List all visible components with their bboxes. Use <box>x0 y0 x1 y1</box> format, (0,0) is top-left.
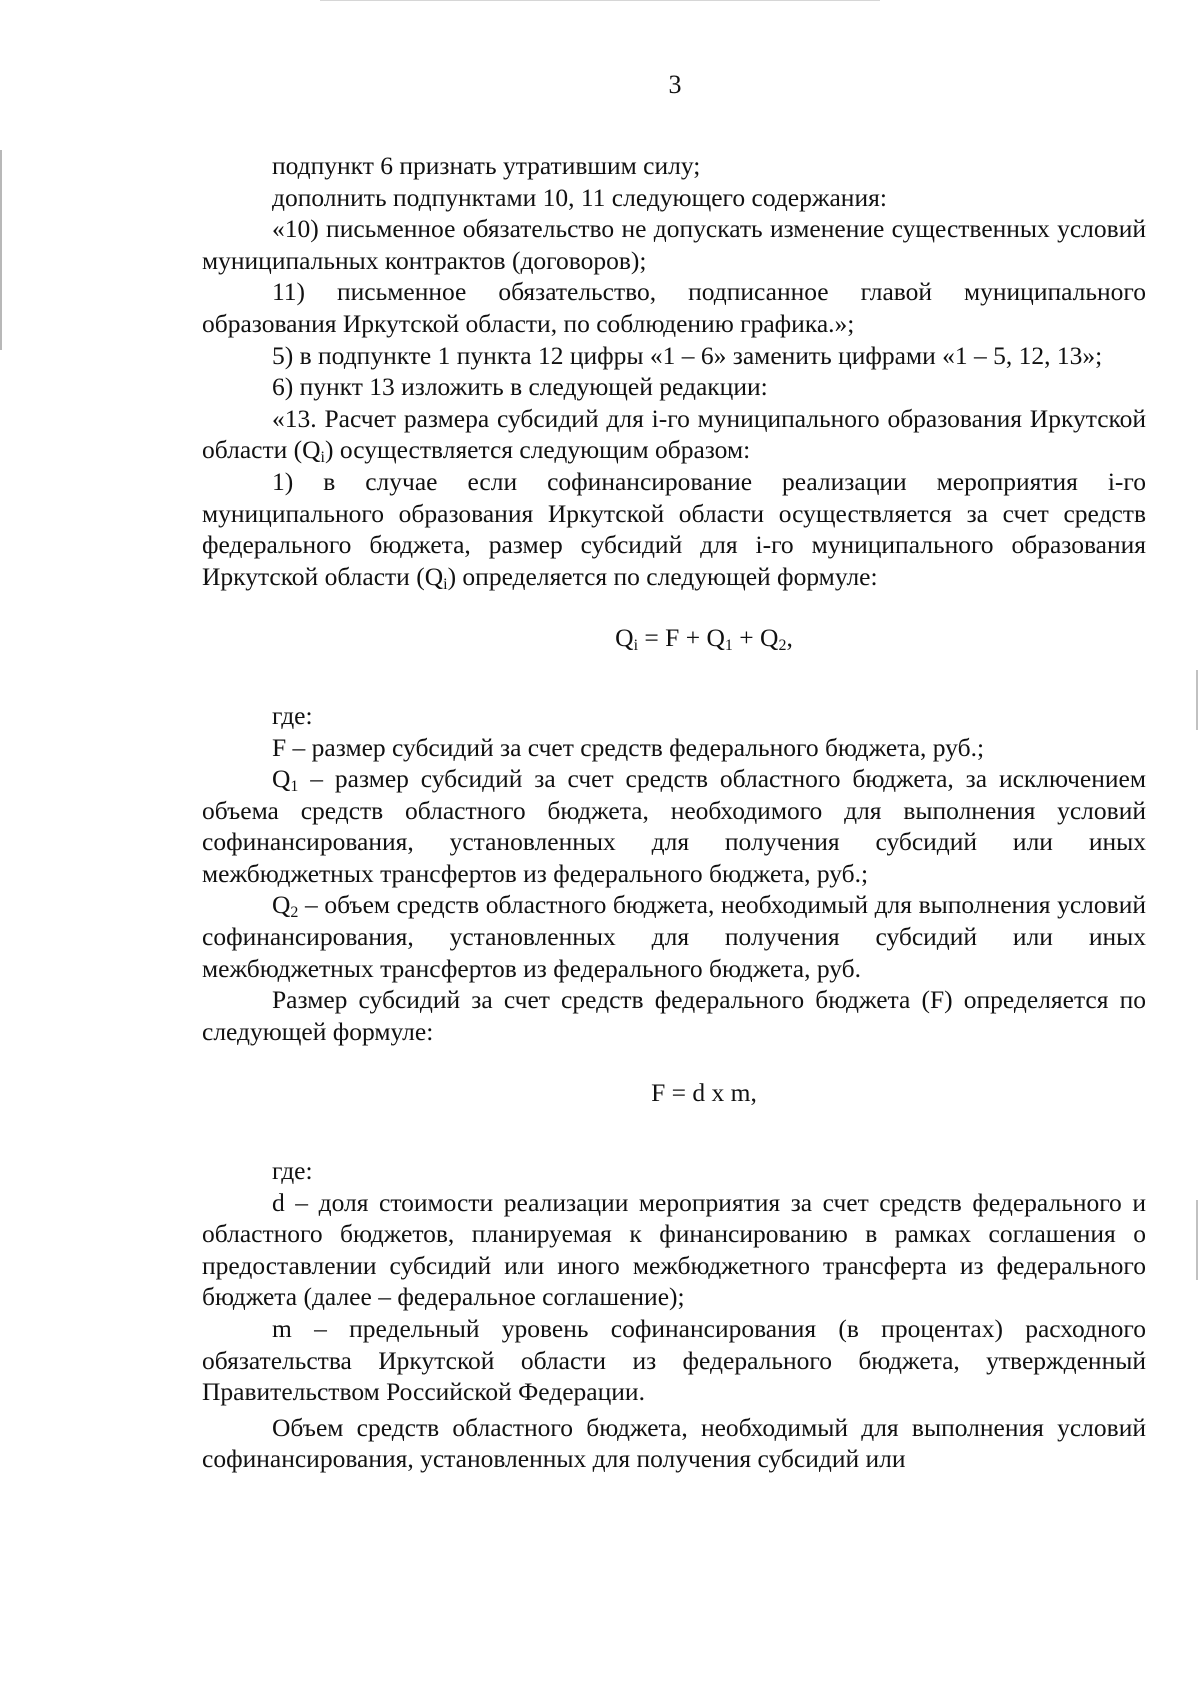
paragraph: где: <box>272 700 313 730</box>
paragraph <box>202 763 1146 889</box>
symbol: Q <box>272 890 291 920</box>
paragraph <box>202 889 1146 984</box>
subscript: 1 <box>290 778 299 796</box>
text-run: 1) в случае если софинансирование реализации мероприятия i-го муниципального образования Иркутской области осуществляется за счет средств федерального бюджета, размер субсидий для i-го муниципального образования Иркутской области (Q <box>202 466 1146 591</box>
paragraph: 11) письменное обязательство, подписанное главой муниципального образования Иркутской области, по соблюдению графика.»; <box>202 277 1146 338</box>
subscript: i <box>443 575 448 593</box>
paragraph: 6) пункт 13 изложить в следующей редакции: <box>272 372 768 402</box>
paragraph: m – предельный уровень софинансирования (в процентах) расходного обязательства Иркутской области из федерального бюджета, утвержденный Правительством Российской Федерации. <box>202 1314 1146 1407</box>
subscript: i <box>320 449 325 467</box>
scan-edge-mark <box>0 150 2 350</box>
document-body <box>202 150 1146 1475</box>
subscript: i <box>633 637 639 655</box>
subscript: 1 <box>724 637 733 655</box>
text-run: «13. Расчет размера субсидий для i-го муниципального образования Иркутской области (Q <box>202 403 1146 465</box>
paragraph: «10) письменное обязательство не допускать изменение существенных условий муниципальных контрактов (договоров); <box>202 214 1146 275</box>
text-run: ) определяется по следующей формуле: <box>447 561 878 591</box>
formula-qi <box>202 622 1146 654</box>
scan-top-mark <box>320 0 880 1</box>
paragraph <box>202 466 1146 592</box>
text-run: – размер субсидий за счет средств областного бюджета, за исключением объема средств областного бюджета, необходимого для выполнения условий софинансирования, установленных для получения субсидий или иных межбюджетных трансфертов из федерального бюджета, руб.; <box>202 764 1146 888</box>
paragraph <box>202 403 1146 466</box>
scan-edge-mark <box>1196 1200 1198 1280</box>
scan-edge-mark <box>1196 670 1198 730</box>
page-number: 3 <box>668 70 682 99</box>
paragraph: где: <box>272 1156 313 1186</box>
formula-part: + Q <box>732 623 779 653</box>
subscript: 2 <box>290 904 299 922</box>
text-run: ) осуществляется следующим образом: <box>324 435 751 465</box>
paragraph: 5) в подпункте 1 пункта 12 цифры «1 – 6» заменить цифрами «1 – 5, 12, 13»; <box>272 340 1103 370</box>
formula-part: Q <box>615 623 634 653</box>
paragraph: d – доля стоимости реализации мероприятия за счет средств федерального и областного бюджетов, планируемая к финансированию в рамках соглашения о предоставлении субсидий или иного межбюджетного трансферта из федерального бюджета (далее – федеральное соглашение); <box>202 1187 1146 1312</box>
paragraph: F – размер субсидий за счет средств федерального бюджета, руб.; <box>272 732 985 762</box>
text-run: – объем средств областного бюджета, необходимый для выполнения условий софинансирования, установленных для получения субсидий или иных межбюджетных трансфертов из федерального бюджета, руб. <box>202 890 1146 983</box>
formula-part: , <box>786 623 793 653</box>
formula-part: = F + Q <box>638 623 725 653</box>
paragraph: подпункт 6 признать утратившим силу; <box>272 151 701 180</box>
paragraph: Объем средств областного бюджета, необходимый для выполнения условий софинансирования, установленных для получения субсидий или <box>202 1412 1146 1474</box>
paragraph: дополнить подпунктами 10, 11 следующего содержания: <box>272 182 887 212</box>
symbol: Q <box>272 764 291 794</box>
paragraph: Размер субсидий за счет средств федерального бюджета (F) определяется по следующей формуле: <box>202 985 1146 1046</box>
subscript: 2 <box>778 637 787 655</box>
formula-f: F = d x m, <box>651 1078 757 1108</box>
